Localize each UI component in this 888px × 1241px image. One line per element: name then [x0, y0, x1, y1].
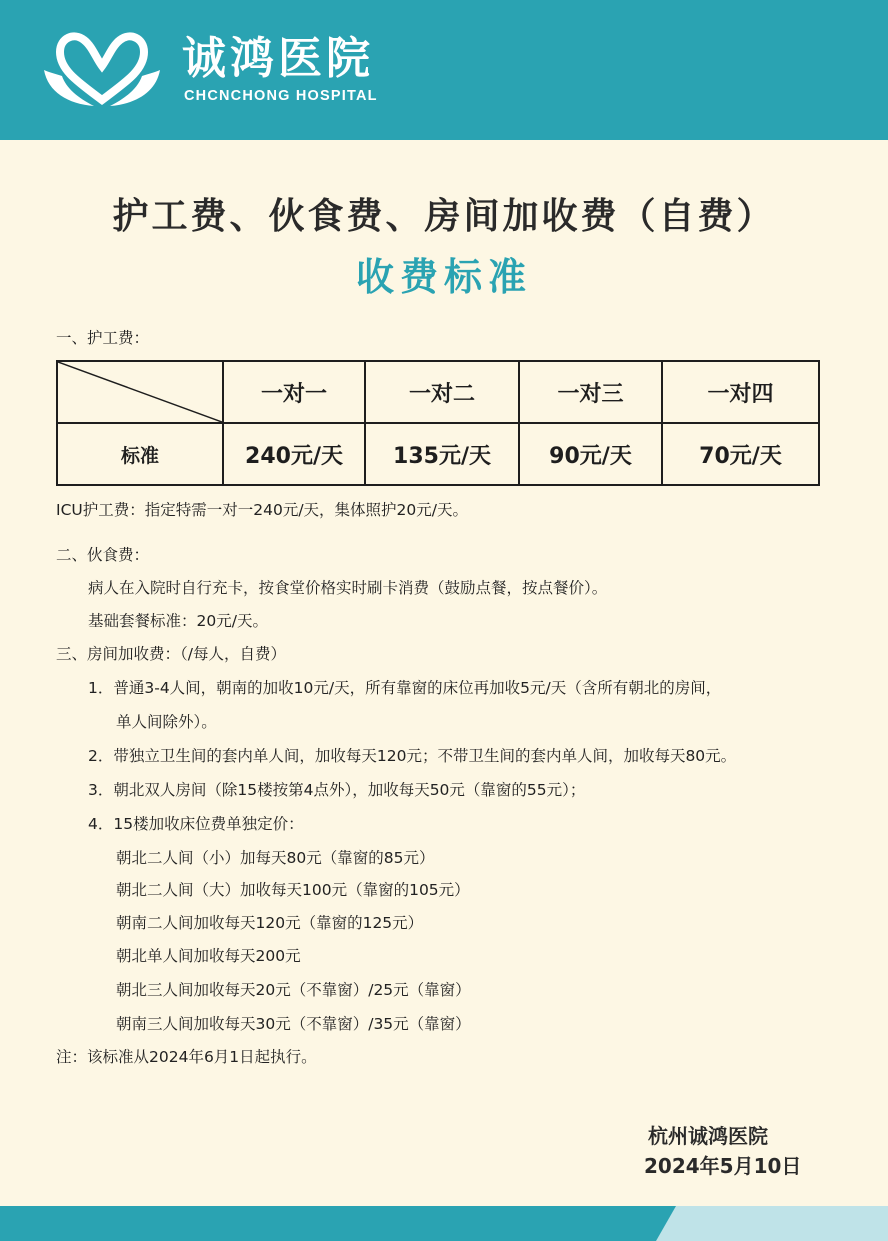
- table-col-header: 一对二: [365, 361, 519, 423]
- header-banner: [0, 0, 888, 140]
- page-title: 护工费、伙食费、房间加收费（自费）: [112, 196, 776, 237]
- list-item: 朝北二人间（小）加每天80元（靠窗的85元）: [116, 849, 435, 867]
- list-item: 单人间除外）。: [116, 713, 217, 731]
- page-subtitle: 收费标准: [355, 255, 532, 299]
- table-corner-cell: [57, 361, 223, 423]
- table-cell: 70元/天: [662, 423, 819, 485]
- table-row: [57, 423, 819, 485]
- table-header-row: [57, 361, 819, 423]
- section2-heading: 二、伙食费：: [56, 546, 150, 564]
- effective-date-note: 注：该标准从2024年6月1日起执行。: [56, 1048, 317, 1066]
- signature-date: 2024年5月10日: [644, 1154, 802, 1178]
- section3-heading: 三、房间加收费：（/每人，自费）: [56, 645, 286, 663]
- table-col-header: 一对一: [223, 361, 365, 423]
- table-row-label: 标准: [57, 423, 223, 485]
- list-item: 朝南三人间加收每天30元（不靠窗）/35元（靠窗）: [116, 1015, 471, 1033]
- swan-heart-logo-icon: [38, 30, 166, 112]
- nursing-fee-table: [56, 360, 820, 486]
- section1-heading: 一、护工费：: [56, 329, 150, 347]
- table-cell: 135元/天: [365, 423, 519, 485]
- signature-org: 杭州诚鸿医院: [648, 1124, 768, 1148]
- text-line: 基础套餐标准：20元/天。: [88, 612, 268, 630]
- table-cell: 240元/天: [223, 423, 365, 485]
- table-cell: 90元/天: [519, 423, 662, 485]
- hospital-name-cn: 诚鸿医院: [182, 33, 374, 84]
- list-item: 1．普通3-4人间，朝南的加收10元/天，所有靠窗的床位再加收5元/天（含所有朝北的房间，: [88, 679, 722, 697]
- table-col-header: 一对三: [519, 361, 662, 423]
- table-col-header: 一对四: [662, 361, 819, 423]
- footer-accent: [656, 1206, 888, 1241]
- list-item: 朝北单人间加收每天200元: [116, 947, 301, 965]
- text-line: 病人在入院时自行充卡，按食堂价格实时刷卡消费（鼓励点餐，按点餐价）。: [88, 579, 608, 597]
- list-item: 3．朝北双人房间（除15楼按第4点外），加收每天50元（靠窗的55元）；: [88, 781, 586, 799]
- list-item: 2．带独立卫生间的套内单人间，加收每天120元；不带卫生间的套内单人间，加收每天80元。: [88, 747, 737, 765]
- icu-note: ICU护工费：指定特需一对一240元/天，集体照护20元/天。: [56, 501, 468, 519]
- diagonal-divider: [58, 362, 222, 422]
- list-item: 朝北二人间（大）加收每天100元（靠窗的105元）: [116, 881, 470, 899]
- list-item: 朝北三人间加收每天20元（不靠窗）/25元（靠窗）: [116, 981, 471, 999]
- list-item: 4．15楼加收床位费单独定价：: [88, 815, 304, 833]
- list-item: 朝南二人间加收每天120元（靠窗的125元）: [116, 914, 424, 932]
- hospital-name-en: CHCNCHONG HOSPITAL: [184, 88, 378, 104]
